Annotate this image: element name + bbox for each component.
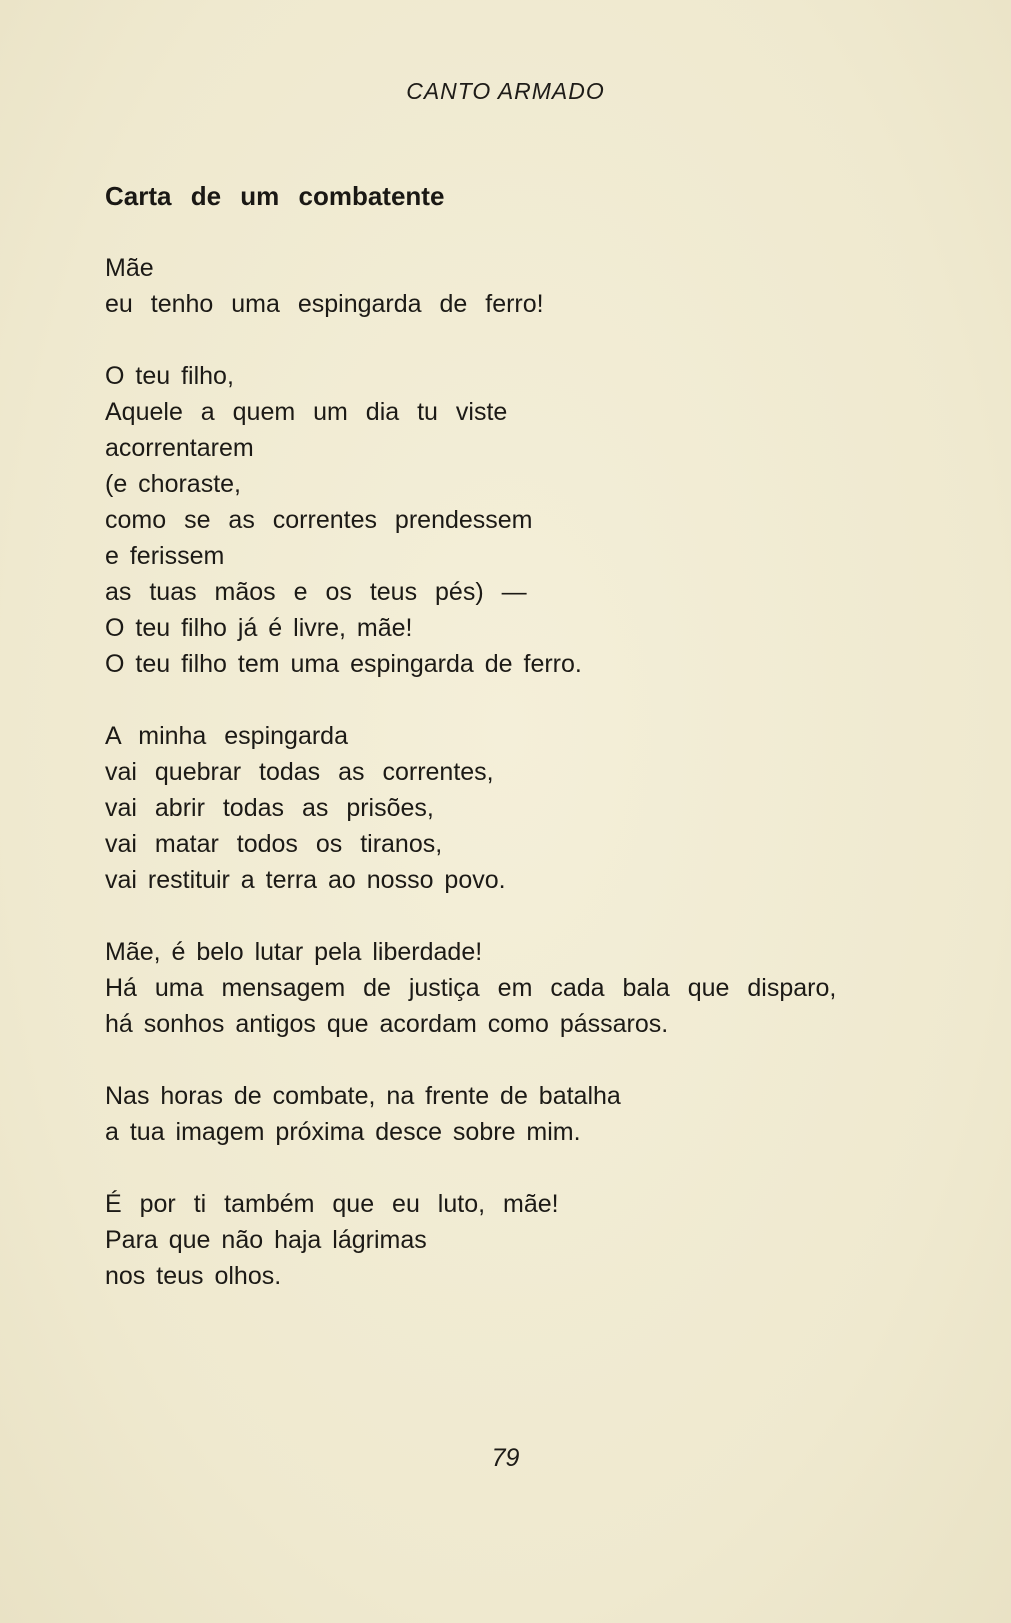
- page-number: 79: [491, 1444, 520, 1472]
- poem-line: há sonhos antigos que acordam como pássaros.: [105, 1010, 669, 1038]
- poem-line: eu tenho uma espingarda de ferro!: [105, 290, 544, 318]
- stanza-5: [105, 1078, 865, 1150]
- poem-line: O teu filho,: [105, 362, 234, 390]
- poem-line: É por ti também que eu luto, mãe!: [105, 1190, 559, 1218]
- stanza-1: [105, 250, 865, 322]
- poem-line: como se as correntes prendessem: [105, 506, 533, 534]
- poem-line: Aquele a quem um dia tu viste: [105, 398, 508, 426]
- poem-line: acorrentarem: [105, 434, 254, 462]
- poem-line: vai quebrar todas as correntes,: [105, 758, 494, 786]
- poem-line: Mãe, é belo lutar pela liberdade!: [105, 938, 483, 966]
- poem-line: Para que não haja lágrimas: [105, 1226, 427, 1254]
- poem-line: vai abrir todas as prisões,: [105, 794, 434, 822]
- poem-line: vai matar todos os tiranos,: [105, 830, 443, 858]
- poem-line: nos teus olhos.: [105, 1262, 282, 1290]
- stanza-3: [105, 718, 865, 898]
- poem-line: vai restituir a terra ao nosso povo.: [105, 866, 506, 894]
- poem-line: Nas horas de combate, na frente de batalha: [105, 1082, 621, 1110]
- poem-line: A minha espingarda: [105, 722, 348, 750]
- poem-line: (e choraste,: [105, 470, 242, 498]
- poem-line: Há uma mensagem de justiça em cada bala que disparo,: [105, 974, 837, 1002]
- stanza-2: [105, 358, 865, 682]
- stanza-6: [105, 1186, 865, 1294]
- poem-title: Carta de um combatente: [105, 181, 445, 211]
- stanza-4: [105, 934, 865, 1042]
- poem-line: Mãe: [105, 254, 154, 282]
- running-head: CANTO ARMADO: [406, 78, 605, 104]
- poem-line: O teu filho tem uma espingarda de ferro.: [105, 650, 582, 678]
- poem-line: O teu filho já é livre, mãe!: [105, 614, 413, 642]
- poem-body: [105, 250, 865, 1330]
- poem-line: e ferissem: [105, 542, 225, 570]
- poem-line: as tuas mãos e os teus pés) —: [105, 578, 527, 606]
- poem-line: a tua imagem próxima desce sobre mim.: [105, 1118, 581, 1146]
